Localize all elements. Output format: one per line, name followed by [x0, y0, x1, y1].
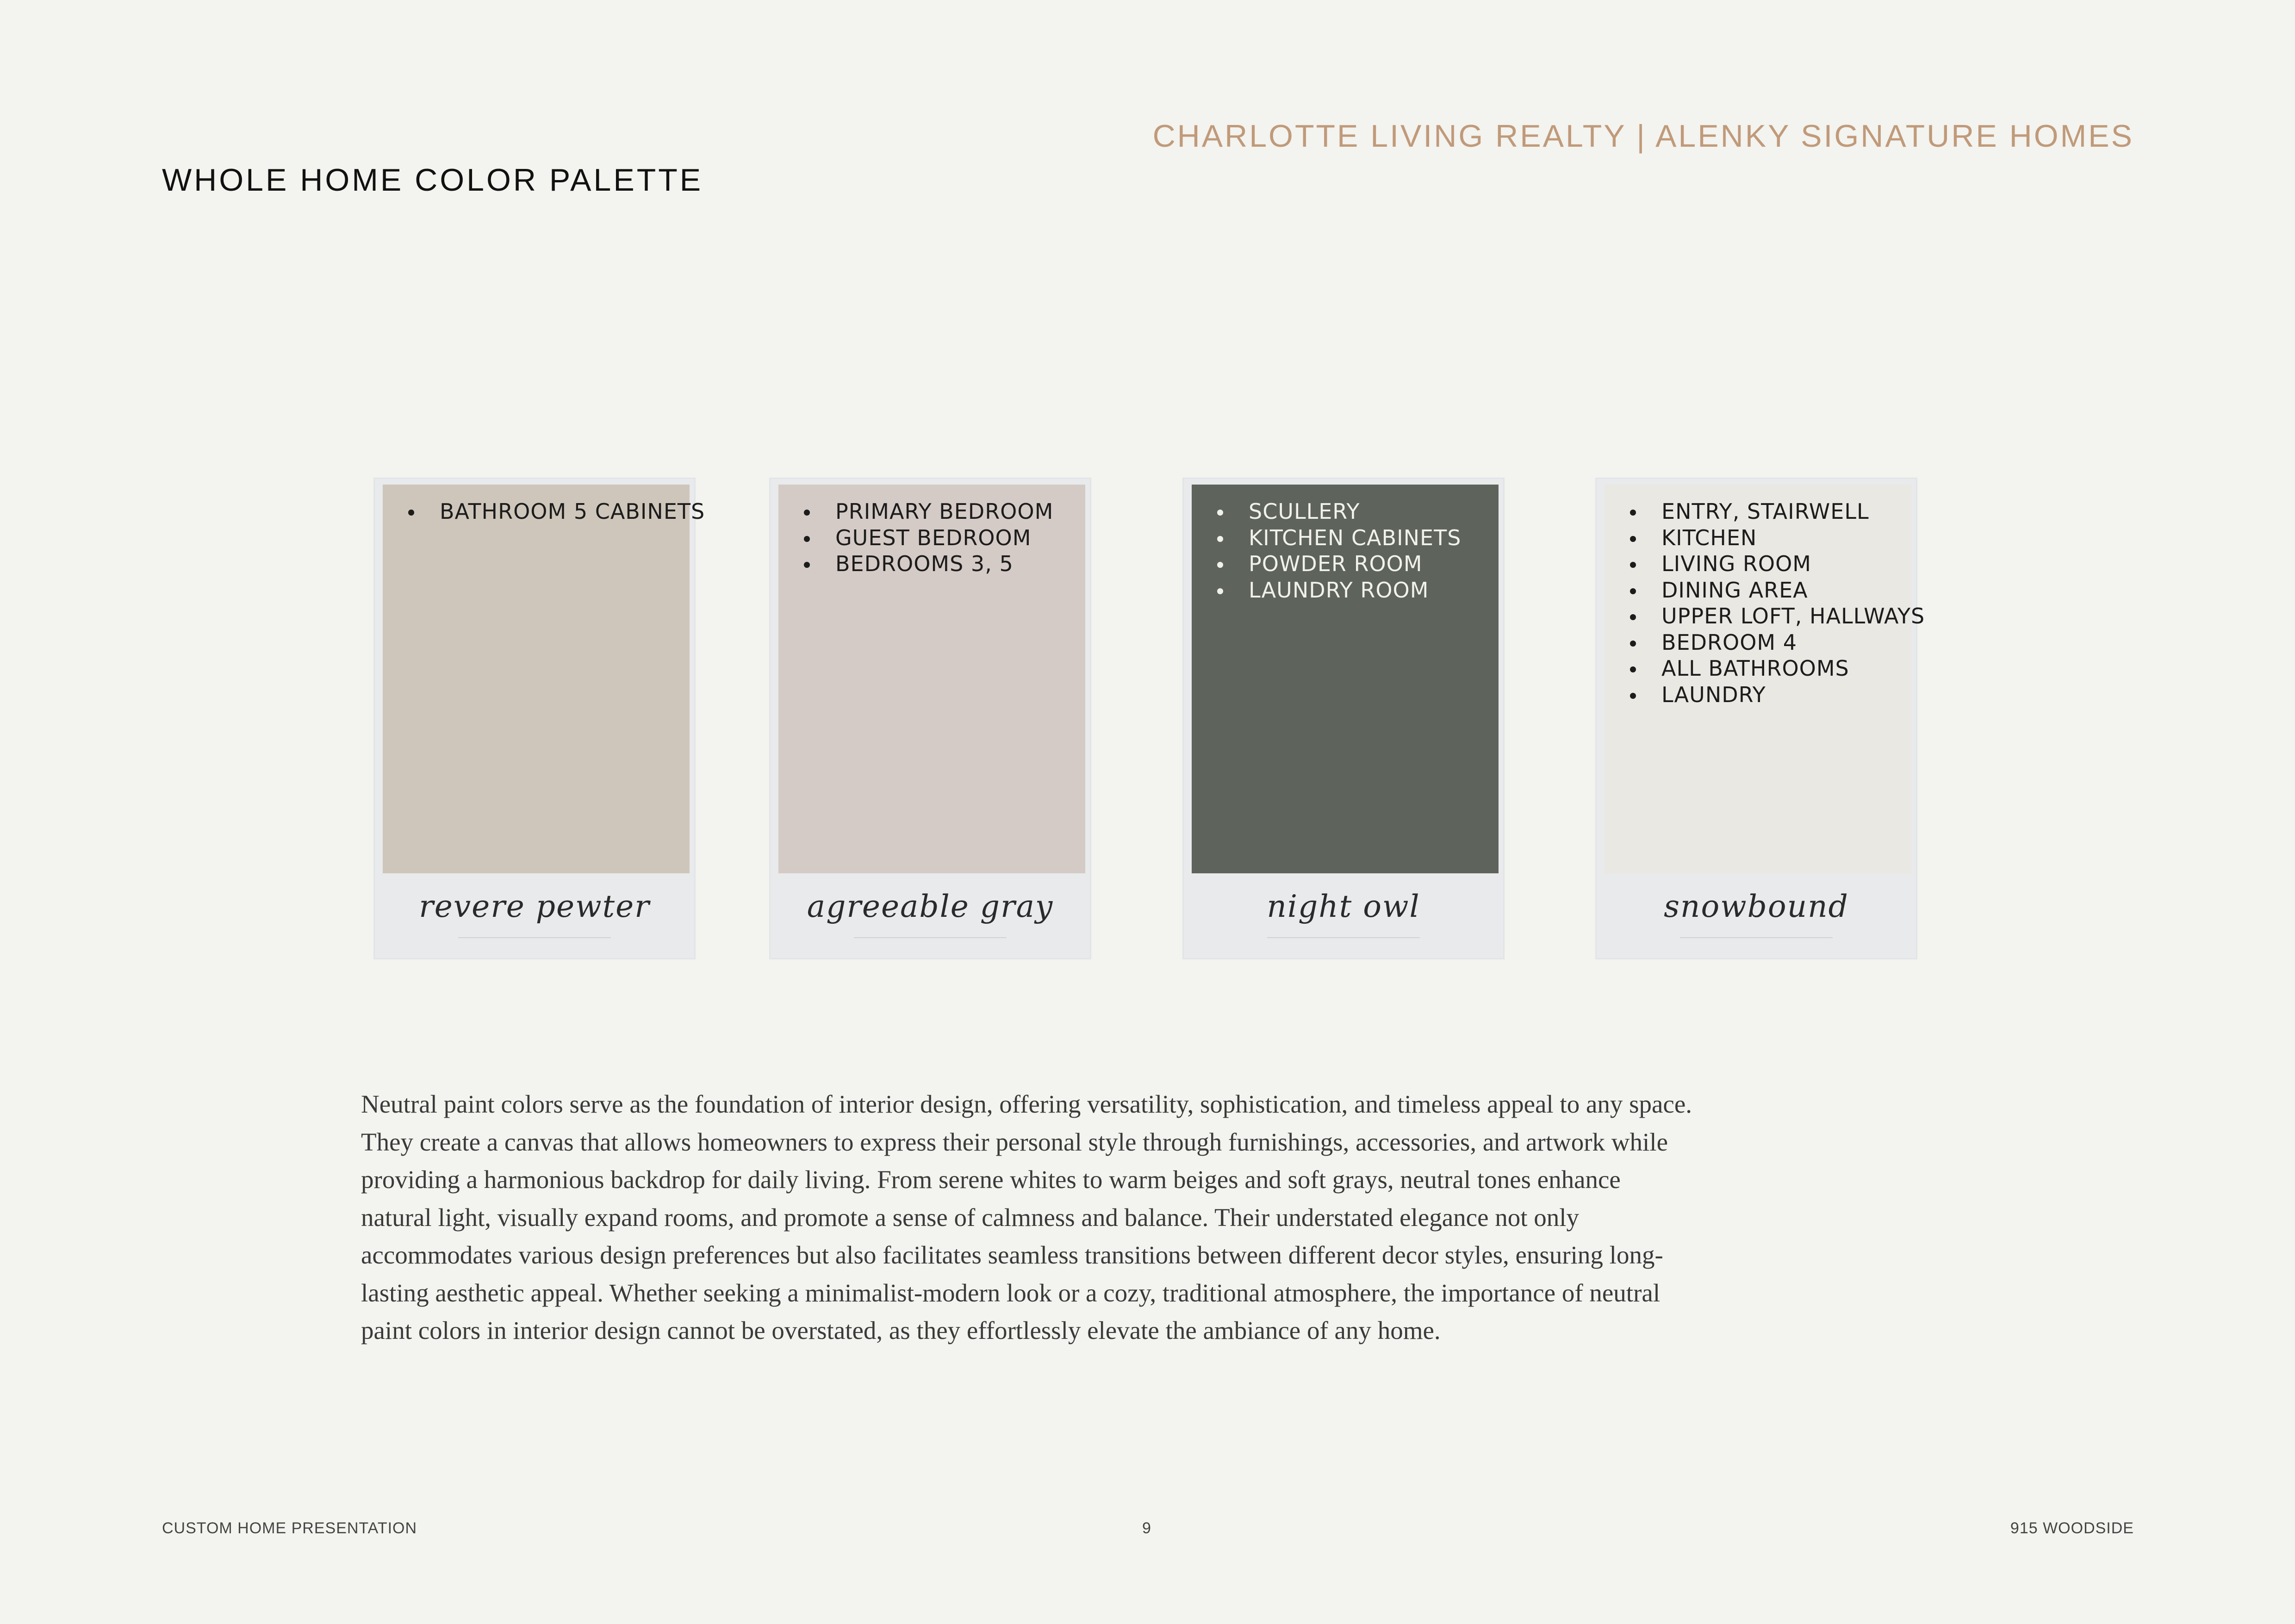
room-item: DINING AREA [1618, 577, 1907, 604]
room-item: GUEST BEDROOM [792, 525, 1081, 551]
room-item: BEDROOM 4 [1618, 629, 1907, 656]
room-item: KITCHEN CABINETS [1206, 525, 1494, 551]
paint-name: night owl [1267, 889, 1420, 924]
footer-presentation-label: CUSTOM HOME PRESENTATION [162, 1519, 417, 1537]
room-item: KITCHEN [1618, 525, 1907, 551]
room-item: LAUNDRY [1618, 682, 1907, 708]
room-item: POWDER ROOM [1206, 551, 1494, 577]
room-list [1206, 498, 1494, 603]
paint-name: snowbound [1664, 889, 1849, 924]
room-item: BATHROOM 5 CABINETS [397, 498, 685, 525]
room-list [1618, 498, 1925, 708]
room-item: SCULLERY [1206, 498, 1494, 525]
room-item: UPPER LOFT, HALLWAYS [1618, 603, 1907, 629]
page-title: WHOLE HOME COLOR PALETTE [162, 162, 703, 198]
color-swatch [1605, 485, 1925, 873]
footer-address: 915 WOODSIDE [2010, 1519, 2134, 1537]
page-number: 9 [1142, 1519, 1151, 1537]
description-paragraph: Neutral paint colors serve as the foundation of interior design, offering versatility, sophistication, and timeless appeal to any space. They create a canvas that allows homeowners to express their personal style through furnishings, accessories, and artwork while providing a harmonious backdrop for daily living. From serene whites to warm beiges and soft grays, neutral tones enhance natural light, visually expand rooms, and promote a sense of calmness and balance. Their understated elegance not only accommodates various design preferences but also facilitates seamless transitions between different decor styles, ensuring long-lasting aesthetic appeal. Whether seeking a minimalist-modern look or a cozy, traditional atmosphere, the importance of neutral paint colors in interior design cannot be overstated, as they effortlessly elevate the ambiance of any home. [361, 1090, 1692, 1344]
room-item: LAUNDRY ROOM [1206, 577, 1494, 604]
room-item: PRIMARY BEDROOM [792, 498, 1081, 525]
room-item: ALL BATHROOMS [1618, 655, 1907, 682]
room-item: LIVING ROOM [1618, 551, 1907, 577]
room-item: BEDROOMS 3, 5 [792, 551, 1081, 577]
paint-card-revere-pewter [375, 479, 705, 958]
color-swatch [1192, 485, 1499, 873]
signature-divider [458, 937, 611, 938]
room-item: ENTRY, STAIRWELL [1618, 498, 1907, 525]
paint-card-night-owl [1184, 479, 1503, 958]
signature-divider [854, 937, 1007, 938]
room-list [792, 498, 1081, 577]
color-swatch [383, 485, 705, 873]
room-list [397, 498, 705, 525]
paint-name: agreeable gray [807, 889, 1054, 924]
paint-card-snowbound [1597, 479, 1925, 958]
paint-card-agreeable-gray [771, 479, 1090, 958]
color-swatch [778, 485, 1085, 873]
signature-divider [1680, 937, 1833, 938]
paint-name: revere pewter [419, 889, 650, 924]
brand-header: CHARLOTTE LIVING REALTY | ALENKY SIGNATURE HOMES [1152, 118, 2134, 154]
signature-divider [1267, 937, 1420, 938]
